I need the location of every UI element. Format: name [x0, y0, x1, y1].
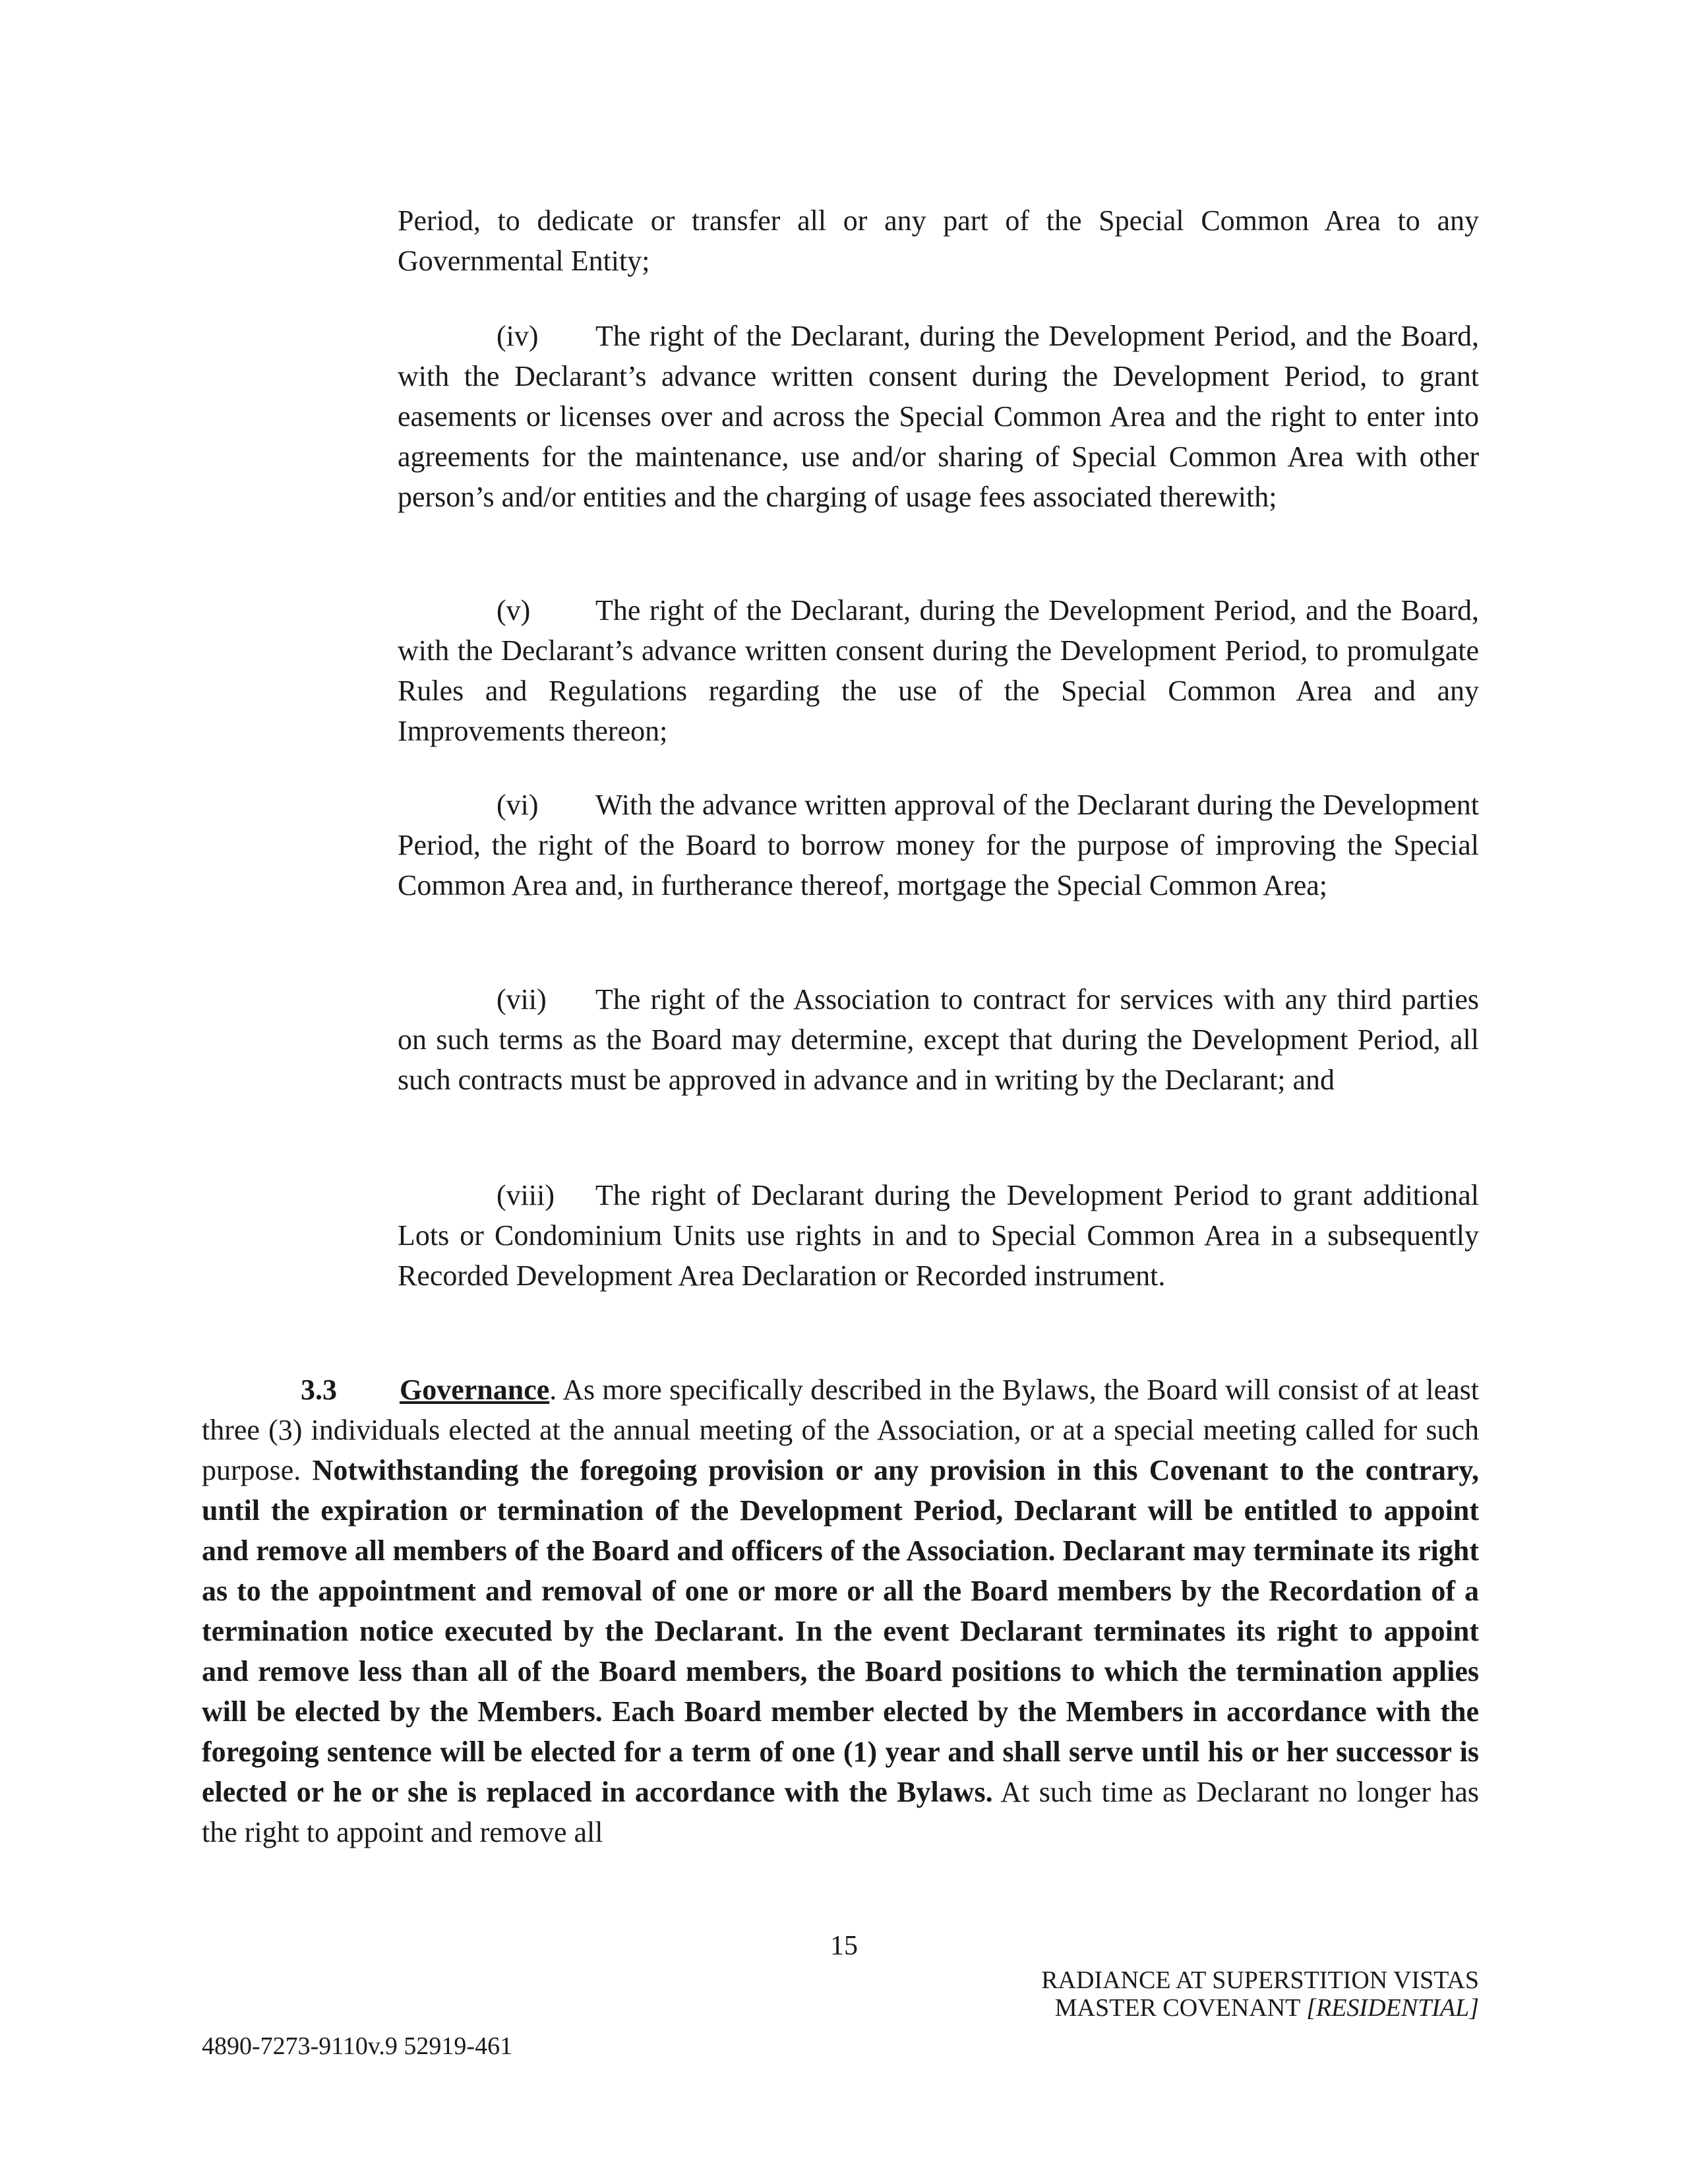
item-iv [398, 316, 1479, 517]
item-vii-text: The right of the Association to contract for services with any third parties on such terms as the Board may determine, except that during the Development Period, all such contracts must be approved in advance and in writing by the Declarant; and [398, 983, 1479, 1096]
item-viii-text: The right of Declarant during the Development Period to grant additional Lots or Condominium Units use rights in and to Special Common Area in a subsequently Recorded Development Area Declaration or Recorded instrument. [398, 1179, 1479, 1292]
page-number: 15 [830, 1931, 858, 1961]
item-vi-number: (vi) [497, 789, 539, 821]
item-vi [398, 785, 1479, 905]
section-tail-text: At such time as Declarant no longer has the right to appoint and remove all [202, 1776, 1480, 1848]
footer-doc-title-line1: RADIANCE AT SUPERSTITION VISTAS [1041, 1966, 1479, 1994]
item-v-text: The right of the Declarant, during the Development Period, and the Board, with the Declarant’s advance written consent during the Development Period, to promulgate Rules and Regulations regarding the use of the Special Common Area and any Improvements thereon; [398, 594, 1479, 747]
section-lead-text: . As more specifically described in the Bylaws, the Board will consist of at least three (3) individuals elected at the annual meeting of the Association, or at a special meeting called for such purpose. [202, 1374, 1479, 1486]
footer-doc-title-residential: [RESIDENTIAL] [1306, 1994, 1479, 2022]
item-v-number: (v) [497, 594, 531, 626]
section-title: Governance [400, 1374, 550, 1406]
item-viii [398, 1175, 1479, 1296]
item-viii-number: (viii) [497, 1179, 555, 1211]
item-iii-continuation: Period, to dedicate or transfer all or any part of the Special Common Area to any Governmental Entity; [398, 204, 1479, 277]
section-bold-text: Notwithstanding the foregoing provision or any provision in this Covenant to the contrary, until the expiration or termination of the Development Period, Declarant will be entitled to appoint and remove all members of the Board and officers of the Association. Declarant may terminate its right as to the appointment and removal of one or more or all the Board members by the Recordation of a termination notice executed by the Declarant. In the event Declarant terminates its right to appoint and remove less than all of the Board members, the Board positions to which the termination applies will be elected by the Members. Each Board member elected by the Members in accordance with the foregoing sentence will be elected for a term of one (1) year and shall serve until his or her successor is elected or he or she is replaced in accordance with the Bylaws. [202, 1454, 1479, 1808]
item-vii-number: (vii) [497, 983, 547, 1016]
footer-doc-title [1041, 1966, 1479, 2022]
item-iv-number: (iv) [497, 320, 539, 352]
item-vii [398, 979, 1479, 1100]
section-number: 3.3 [301, 1374, 337, 1406]
item-vi-text: With the advance written approval of the Declarant during the Development Period, the right of the Board to borrow money for the purpose of improving the Special Common Area and, in furtherance thereof, mortgage the Special Common Area; [398, 789, 1479, 901]
section-3-3-governance [202, 1370, 1479, 1852]
item-v [398, 590, 1479, 751]
footer-doc-id: 4890-7273-9110v.9 52919-461 [202, 2032, 513, 2060]
item-iv-text: The right of the Declarant, during the Development Period, and the Board, with the Declarant’s advance written consent during the Development Period, to grant easements or licenses over and across the Special Common Area and the right to enter into agreements for the maintenance, use and/or sharing of Special Common Area with other person’s and/or entities and the charging of usage fees associated therewith; [398, 320, 1479, 513]
footer-doc-title-line2: MASTER COVENANT [RESIDENTIAL] [1054, 1994, 1479, 2022]
